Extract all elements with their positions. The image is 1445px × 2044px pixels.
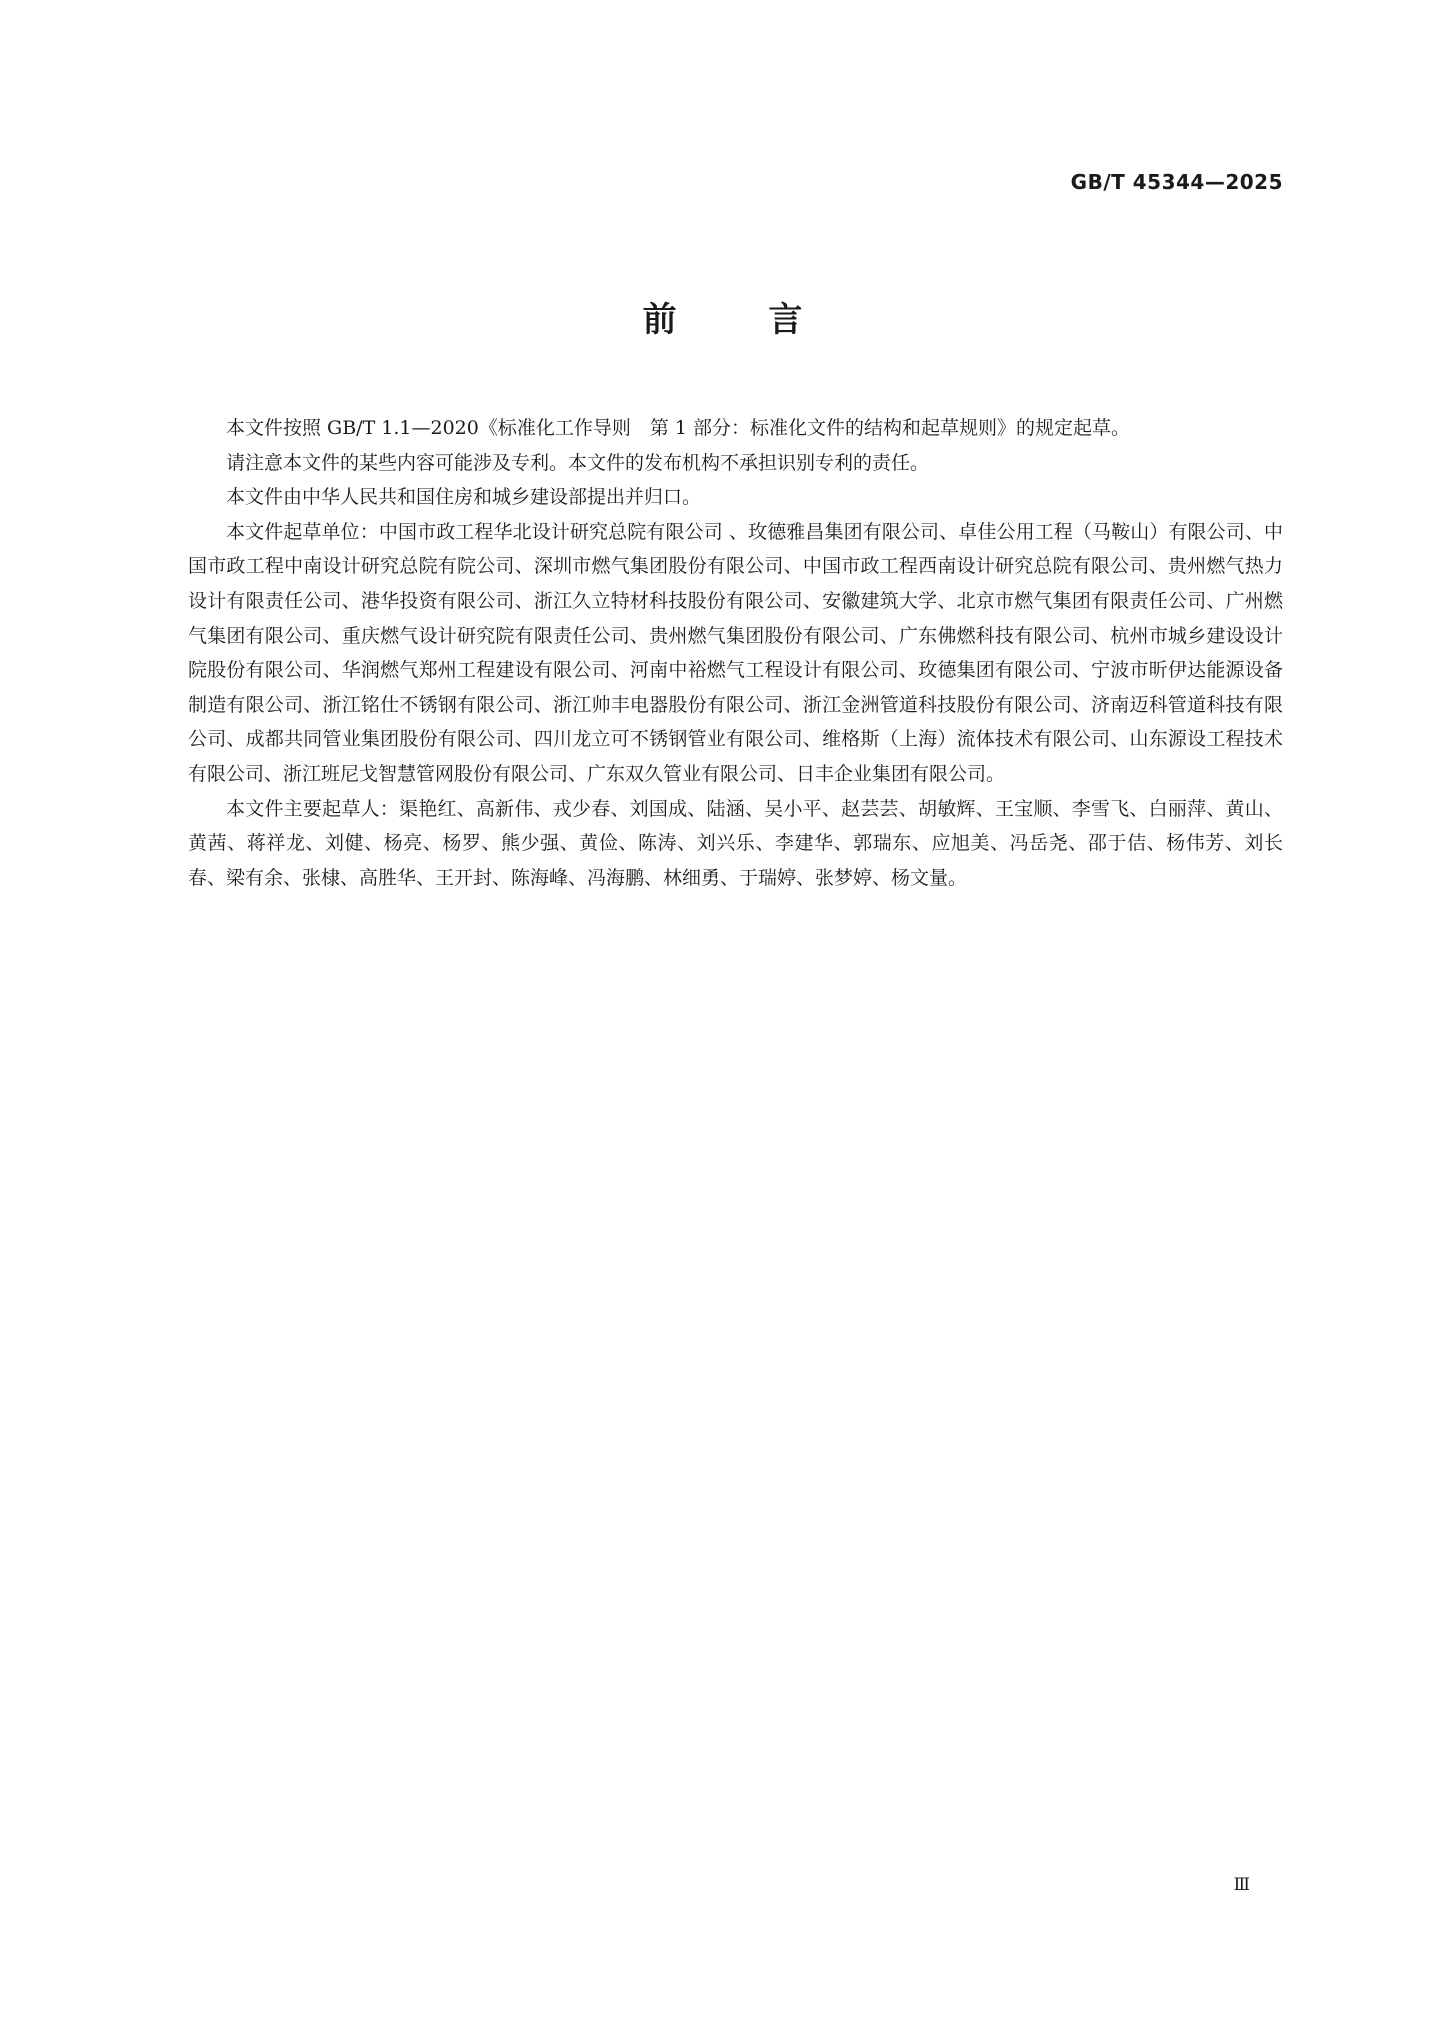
- paragraph-drafters: 本文件主要起草人：渠艳红、高新伟、戎少春、刘国成、陆涵、吴小平、赵芸芸、胡敏辉、王宝顺、李雪飞、白丽萍、黄山、黄茜、蒋祥龙、刘健、杨亮、杨罗、熊少强、黄俭、陈涛、刘兴乐、李建华、郭瑞东、应旭美、冯岳尧、邵于佶、杨伟芳、刘长春、梁有余、张棣、高胜华、王开封、陈海峰、冯海鹏、林细勇、于瑞婷、张梦婷、杨文量。: [188, 797, 1283, 889]
- document-body: [188, 411, 1283, 895]
- paragraph-drafting-units: 本文件起草单位：中国市政工程华北设计研究总院有限公司 、玫德雅昌集团有限公司、卓佳公用工程（马鞍山）有限公司、中国市政工程中南设计研究总院有院公司、深圳市燃气集团股份有限公司、中国市政工程西南设计研究总院有限公司、贵州燃气热力设计有限责任公司、港华投资有限公司、浙江久立特材科技股份有限公司、安徽建筑大学、北京市燃气集团有限责任公司、广州燃气集团有限公司、重庆燃气设计研究院有限责任公司、贵州燃气集团股份有限公司、广东佛燃科技有限公司、杭州市城乡建设设计院股份有限公司、华润燃气郑州工程建设有限公司、河南中裕燃气工程设计有限公司、玫德集团有限公司、宁波市昕伊达能源设备制造有限公司、浙江铭仕不锈钢有限公司、浙江帅丰电器股份有限公司、浙江金洲管道科技股份有限公司、济南迈科管道科技有限公司、成都共同管业集团股份有限公司、四川龙立可不锈钢管业有限公司、维格斯（上海）流体技术有限公司、山东源设工程技术有限公司、浙江班尼戈智慧管网股份有限公司、广东双久管业有限公司、日丰企业集团有限公司。: [188, 520, 1283, 785]
- page-number: Ⅲ: [1233, 1875, 1249, 1895]
- paragraph-proposer: 本文件由中华人民共和国住房和城乡建设部提出并归口。: [226, 486, 702, 509]
- standard-number: GB/T 45344—2025: [1070, 170, 1283, 194]
- paragraph-patent-notice: 请注意本文件的某些内容可能涉及专利。本文件的发布机构不承担识别专利的责任。: [226, 451, 930, 474]
- paragraph-drafting-rules: 本文件按照 GB/T 1.1—2020《标准化工作导则 第 1 部分：标准化文件的结构和起草规则》的规定起草。: [226, 417, 1131, 439]
- page-title: 前 言: [642, 300, 843, 340]
